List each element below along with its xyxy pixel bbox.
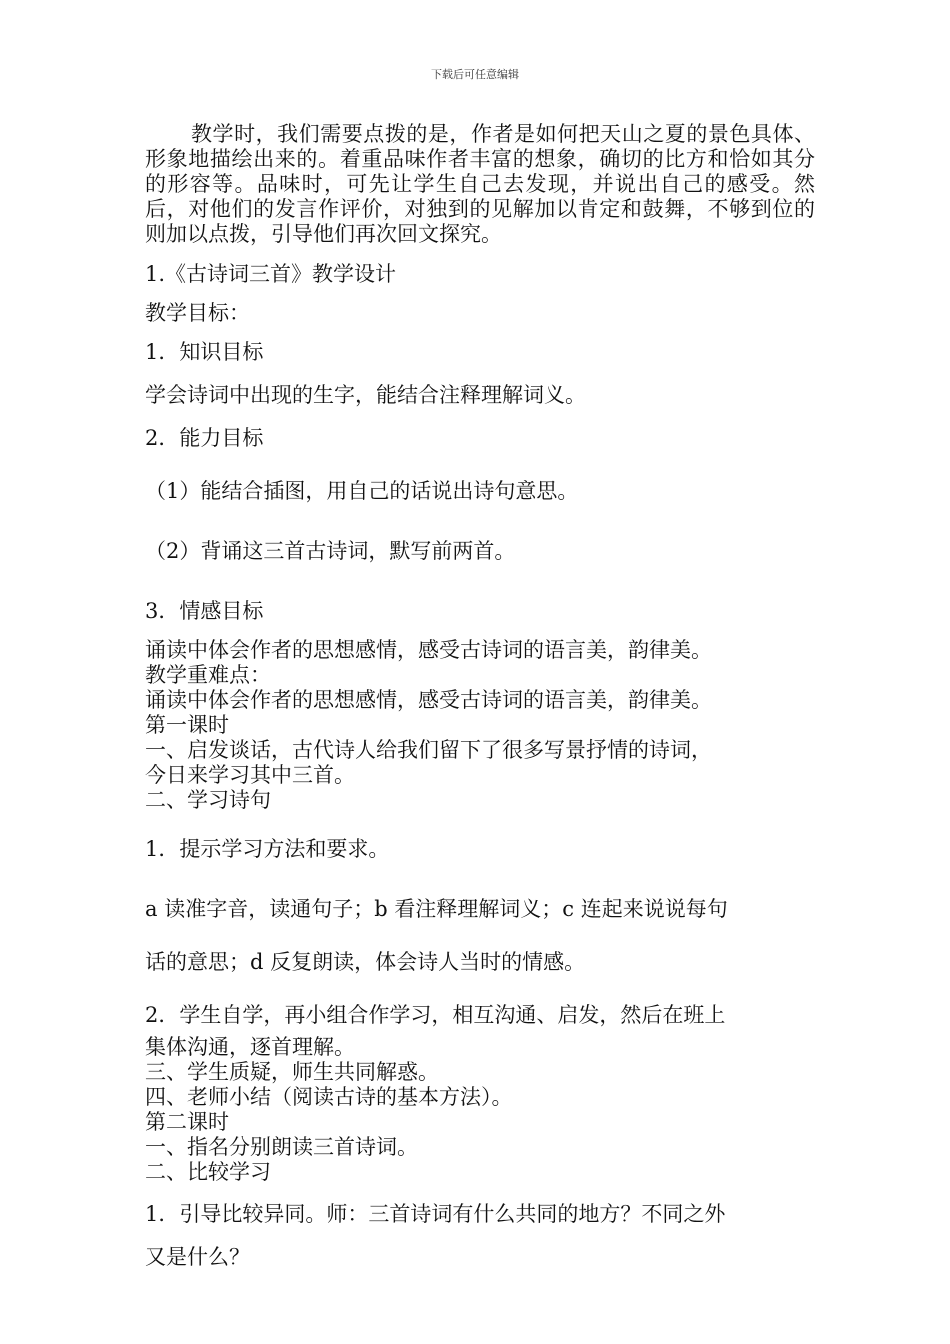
goal2-title: 2．能力目标 <box>145 426 264 450</box>
lesson1-step2-item2-line1: a 读准字音，读通句子；b 看注释理解词义；c 连起来说说每句 <box>145 897 728 921</box>
goal1-text: 学会诗词中出现的生字，能结合注释理解词义。 <box>145 383 586 407</box>
lesson2-step2-item1-line2: 又是什么？ <box>145 1245 250 1269</box>
lesson1-heading: 第一课时 <box>145 713 229 737</box>
document-body <box>145 122 815 1271</box>
intro-paragraph: 教学时，我们需要点拨的是，作者是如何把天山之夏的景色具体、形象地描绘出来的。着重品味作者丰富的想象，确切的比方和恰如其分的形容等。品味时，可先让学生自己去发现，并说出自己的感受。然后，对他们的发言作评价，对独到的见解加以肯定和鼓舞，不够到位的则加以点拨，引导他们再次回文探究。 <box>145 122 815 246</box>
lesson2-step2-heading: 二、比较学习 <box>145 1160 271 1184</box>
goal2-item1: （1）能结合插图，用自己的话说出诗句意思。 <box>145 479 579 503</box>
lesson2-step1: 一、指名分别朗读三首诗词。 <box>145 1135 418 1159</box>
lesson-plan-title: 1.《古诗词三首》教学设计 <box>145 262 397 286</box>
lesson1-step2-item1: 1．提示学习方法和要求。 <box>145 837 390 861</box>
goal3-text: 诵读中体会作者的思想感情，感受古诗词的语言美，韵律美。 <box>145 638 712 662</box>
lesson1-step3: 三、学生质疑，师生共同解惑。 <box>145 1060 439 1084</box>
lesson1-step2-item2-line2: 话的意思；d 反复朗读，体会诗人当时的情感。 <box>145 950 586 974</box>
lesson1-step2-item3-line2: 集体沟通，逐首理解。 <box>145 1035 355 1059</box>
goal3-title: 3．情感目标 <box>145 599 264 623</box>
goal2-item2: （2）背诵这三首古诗词，默写前两首。 <box>145 539 516 563</box>
lesson1-step2-heading: 二、学习诗句 <box>145 788 271 812</box>
key-points-heading: 教学重难点： <box>145 663 271 687</box>
lesson2-step2-item1-line1: 1．引导比较异同。师：三首诗词有什么共同的地方？不同之外 <box>145 1202 726 1226</box>
key-points-text: 诵读中体会作者的思想感情，感受古诗词的语言美，韵律美。 <box>145 688 712 712</box>
goal1-title: 1．知识目标 <box>145 340 264 364</box>
lesson1-step1-line2: 今日来学习其中三首。 <box>145 763 355 787</box>
page-header: 下载后可任意编辑 <box>431 68 519 81</box>
lesson2-heading: 第二课时 <box>145 1110 229 1134</box>
lesson1-step1-line1: 一、启发谈话，古代诗人给我们留下了很多写景抒情的诗词， <box>145 738 712 762</box>
goals-heading: 教学目标： <box>145 301 250 325</box>
lesson1-step2-item3-line1: 2．学生自学，再小组合作学习，相互沟通、启发，然后在班上 <box>145 1003 726 1027</box>
lesson1-step4: 四、老师小结（阅读古诗的基本方法）。 <box>145 1085 513 1109</box>
